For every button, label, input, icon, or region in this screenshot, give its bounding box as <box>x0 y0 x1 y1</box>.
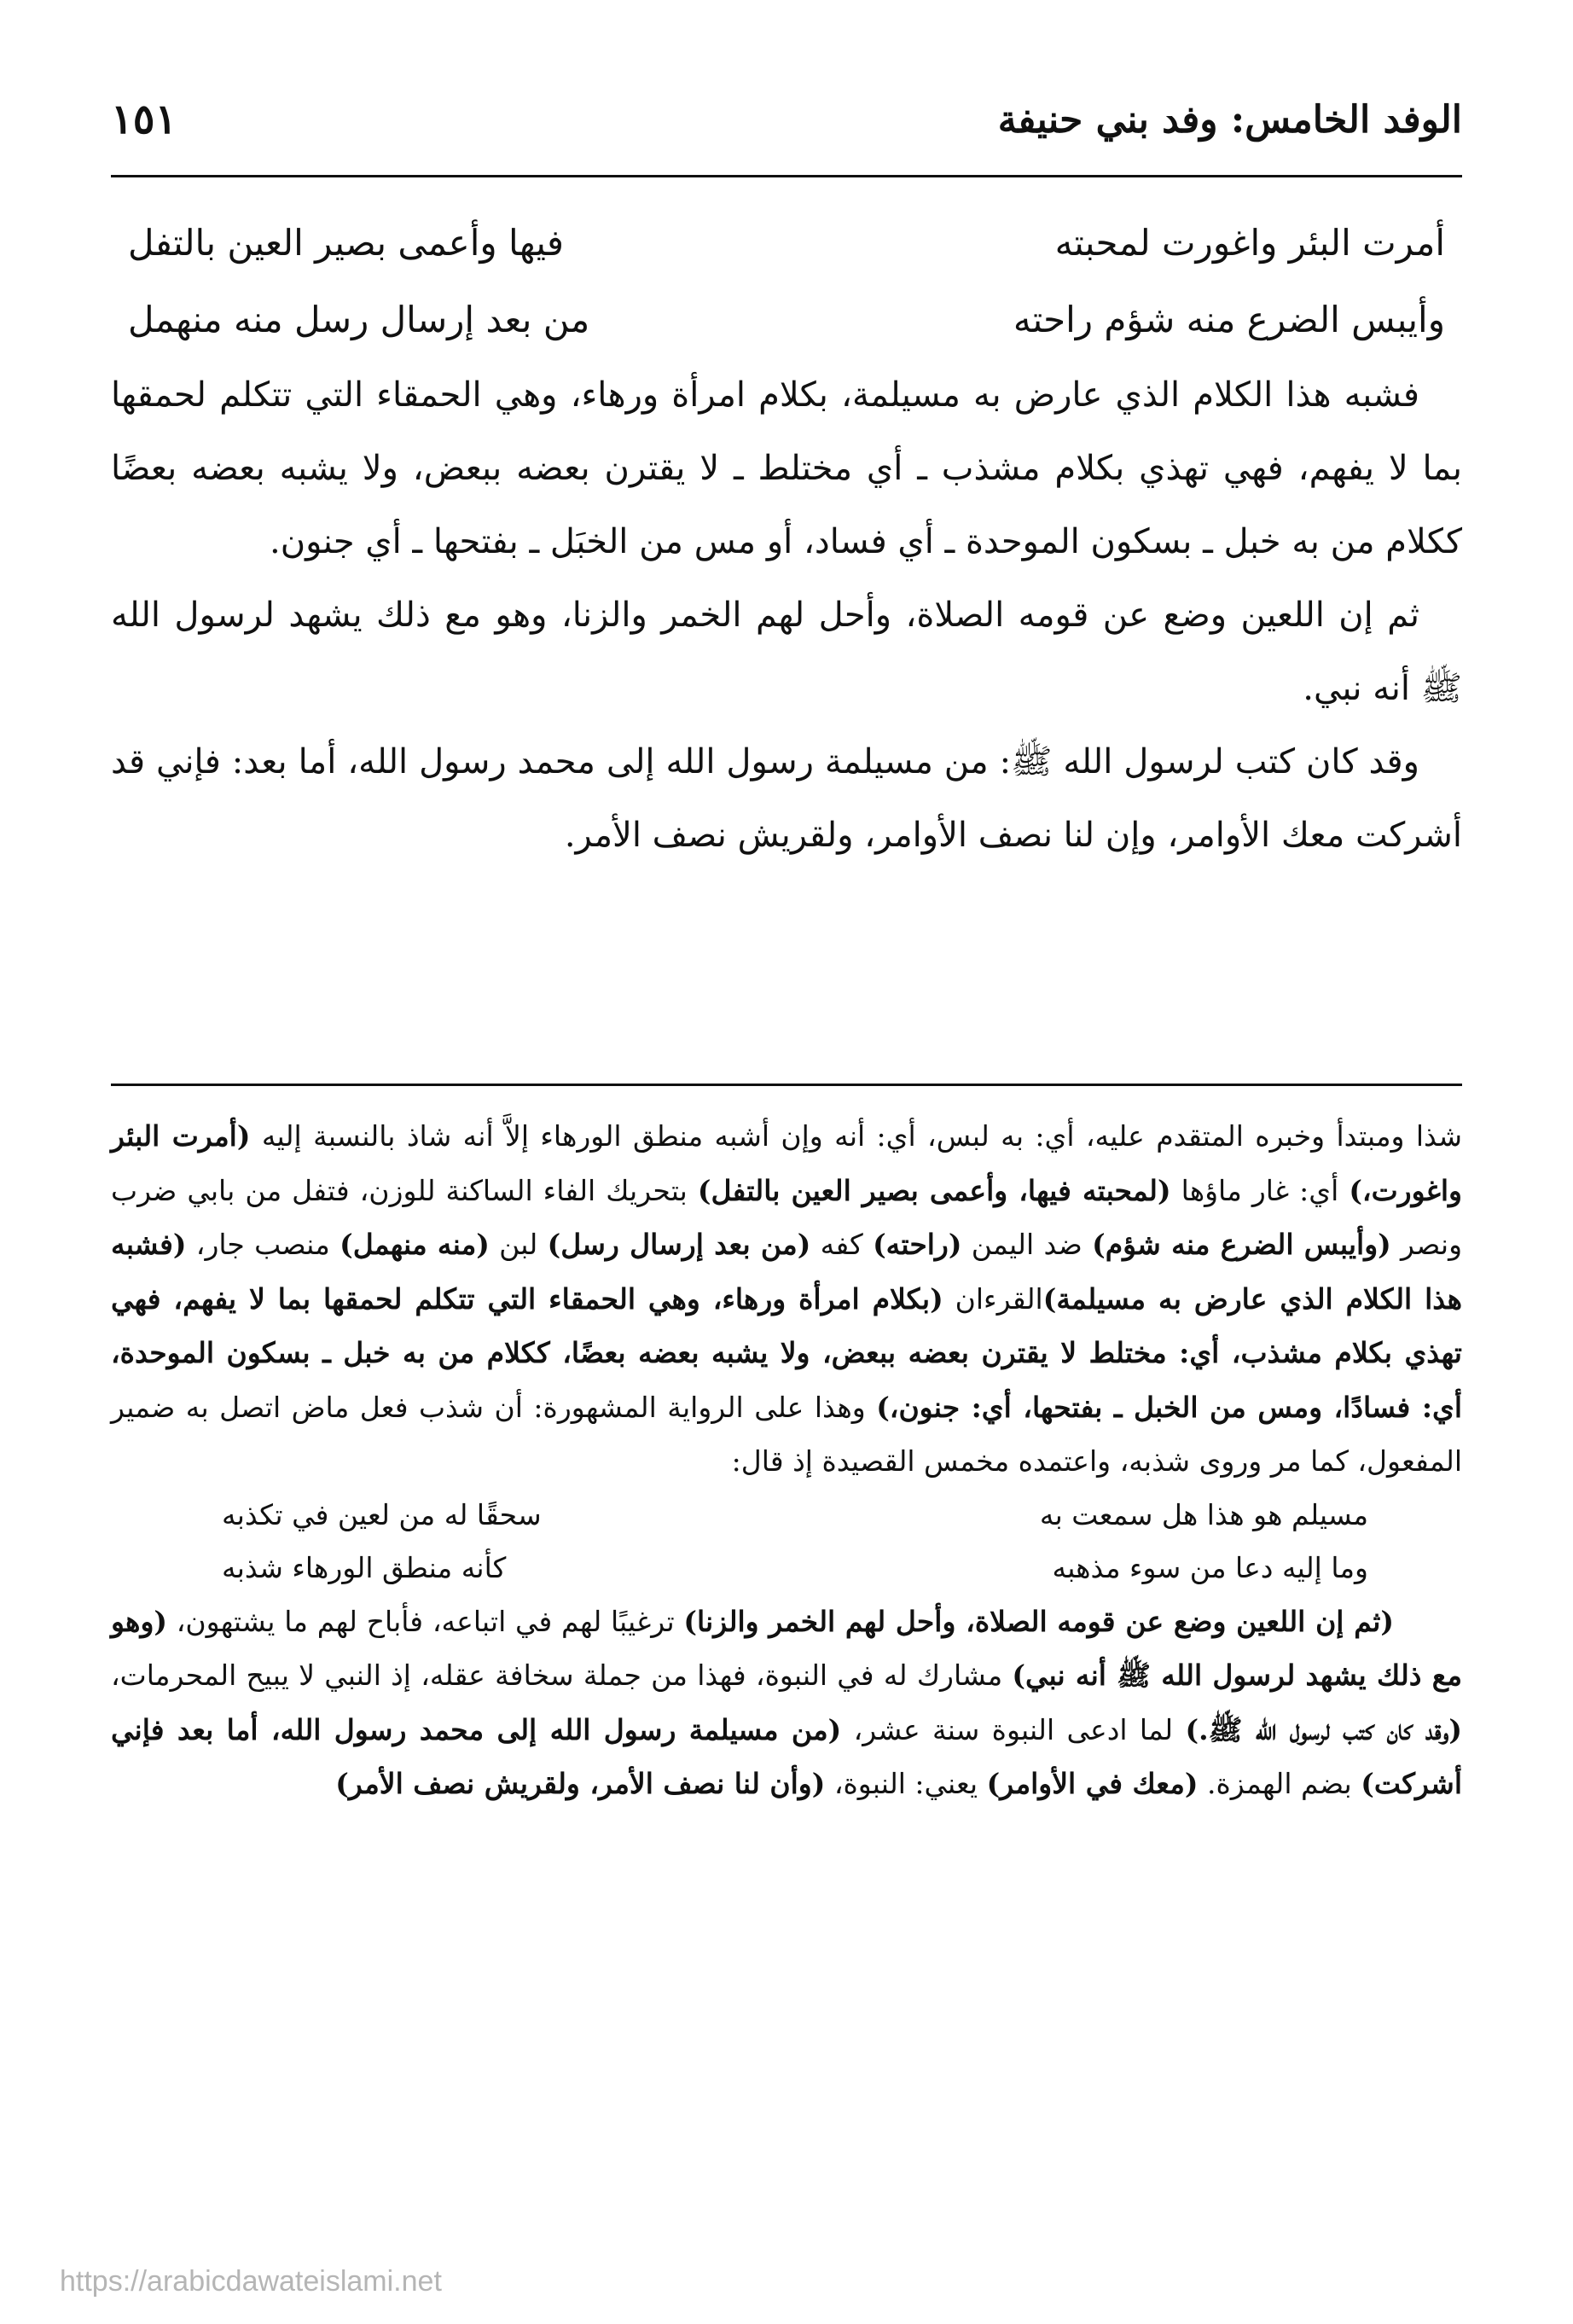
verse-hemistich: فيها وأعمى بصير العين بالتفل <box>128 222 564 264</box>
watermark-url: https://arabicdawateislami.net <box>60 2265 442 2298</box>
commentary-text: القرءان <box>943 1281 1043 1316</box>
running-title: الوفد الخامس: وفد بني حنيفة <box>997 97 1462 142</box>
commentary-text: ترغيبًا لهم في اتباعه، فأباح لهم ما يشتهون، <box>167 1604 684 1638</box>
verse-hemistich: سحقًا له من لعين في تكذبه <box>222 1497 542 1531</box>
quoted-text: (منه منهمل) <box>340 1228 490 1261</box>
commentary <box>111 1109 1462 1811</box>
header-rule <box>111 175 1462 177</box>
page-header <box>111 85 1462 154</box>
verse-line <box>111 282 1462 358</box>
quoted-text: (راحته) <box>873 1228 962 1261</box>
quoted-text: (فشبه هذا الكلام الذي عارض به مسيلمة) <box>111 1228 1463 1316</box>
commentary-text: يعني: النبوة، <box>825 1767 987 1800</box>
main-paragraph: فشبه هذا الكلام الذي عارض به مسيلمة، بكلام امرأة ورهاء، وهي الحمقاء التي تتكلم لحمقها بما لا يفهم، فهي تهذي بكلام مشذب ـ أي مختلط ـ لا يقترن بعضه ببعض، ولا يشبه بعضه بعضًا ككلام من به خبل ـ بسكون الموحدة ـ أي فساد، أو مس من الخبَل ـ بفتحها ـ أي جنون. <box>111 375 1462 561</box>
quoted-text: (ثم إن اللعين وضع عن قومه الصلاة، وأحل لهم الخمر والزنا) <box>683 1604 1394 1638</box>
commentary-text: ضد اليمن <box>961 1228 1093 1261</box>
page-number: ١٥١ <box>111 96 177 143</box>
commentary-text: لما ادعى النبوة سنة عشر، <box>841 1712 1186 1746</box>
commentary-verse-line <box>111 1542 1462 1595</box>
verse-hemistich: أمرت البئر واغورت لمحبته <box>1054 222 1445 264</box>
main-paragraph: وقد كان كتب لرسول الله ﷺ: من مسيلمة رسول الله إلى محمد رسول الله، أما بعد: فإني قد أشركت معك الأوامر، وإن لنا نصف الأوامر، ولقريش نصف الأمر. <box>111 742 1462 855</box>
commentary-verse-line <box>111 1489 1462 1542</box>
verse-hemistich: وما إليه دعا من سوء مذهبه <box>1052 1550 1368 1584</box>
main-paragraph: ثم إن اللعين وضع عن قومه الصلاة، وأحل لهم الخمر والزنا، وهو مع ذلك يشهد لرسول الله ﷺ أنه نبي. <box>111 596 1462 708</box>
footnote-rule <box>111 1084 1462 1086</box>
quoted-text: (وهو مع ذلك يشهد لرسول الله ﷺ أنه نبي) <box>111 1604 1462 1692</box>
verse-hemistich: مسيلم هو هذا هل سمعت به <box>1039 1497 1368 1531</box>
commentary-text: وهذا على الرواية المشهورة: أن شذب فعل ماض اتصل به ضمير المفعول، كما مر وروى شذبه، واعتمده مخمس القصيدة إذ قال: <box>111 1390 1462 1478</box>
commentary-text: كفه <box>810 1228 874 1261</box>
quoted-text: (وأن لنا نصف الأمر، ولقريش نصف الأمر) <box>335 1767 826 1800</box>
main-text <box>111 205 1462 872</box>
quoted-text: (وأيبس الضرع منه شؤم) <box>1092 1228 1391 1261</box>
verse-hemistich: من بعد إرسال رسل منه منهمل <box>128 299 590 340</box>
verse-line <box>111 205 1462 282</box>
commentary-text: بتحريك الفاء الساكنة للوزن، فتفل من بابي ضرب ونصر <box>111 1173 1462 1261</box>
commentary-text: مشارك له في النبوة، فهذا من جملة سخافة عقله، إذ النبي لا يبيح المحرمات، <box>111 1659 1013 1692</box>
commentary-text: لبن <box>489 1228 548 1261</box>
verse-hemistich: وأيبس الضرع منه شؤم راحته <box>1013 299 1445 340</box>
quoted-text: (وقد كان كتب لرسول الله ﷺ.) <box>1185 1712 1463 1746</box>
quoted-text: (لمحبته فيها، وأعمى بصير العين بالتفل) <box>697 1173 1171 1207</box>
commentary-text: منصب جار، <box>186 1228 340 1261</box>
quoted-text: (من بعد إرسال رسل) <box>547 1228 811 1261</box>
book-page <box>111 0 1462 2324</box>
quoted-text: (بكلام امرأة ورهاء، وهي الحمقاء التي تتكلم لحمقها بما لا يفهم، فهي تهذي بكلام مشذب، أي: مختلط لا يقترن بعضه ببعض، ولا يشبه بعضه بعضًا، ككلام من به خبل ـ بسكون الموحدة، أي: فسادًا، ومس من الخبل ـ بفتحها، أي: جنون،) <box>111 1281 1462 1424</box>
quoted-text: (من مسيلمة رسول الله إلى محمد رسول الله، أما بعد فإني أشركت) <box>111 1712 1462 1800</box>
commentary-text: بضم الهمزة. <box>1198 1767 1361 1800</box>
quoted-text: (أمرت البئر واغورت،) <box>111 1119 1462 1207</box>
commentary-text: أي: غار ماؤها <box>1170 1173 1350 1207</box>
verse-hemistich: كأنه منطق الورهاء شذبه <box>222 1550 507 1584</box>
quoted-text: (معك في الأوامر) <box>986 1767 1199 1800</box>
commentary-paragraph <box>111 1109 1462 1489</box>
commentary-paragraph <box>111 1595 1462 1811</box>
commentary-text: شذا ومبتدأ وخبره المتقدم عليه، أي: به لبس، أي: أنه وإن أشبه منطق الورهاء إلاَّ أنه شاذ بالنسبة إليه <box>250 1119 1462 1153</box>
